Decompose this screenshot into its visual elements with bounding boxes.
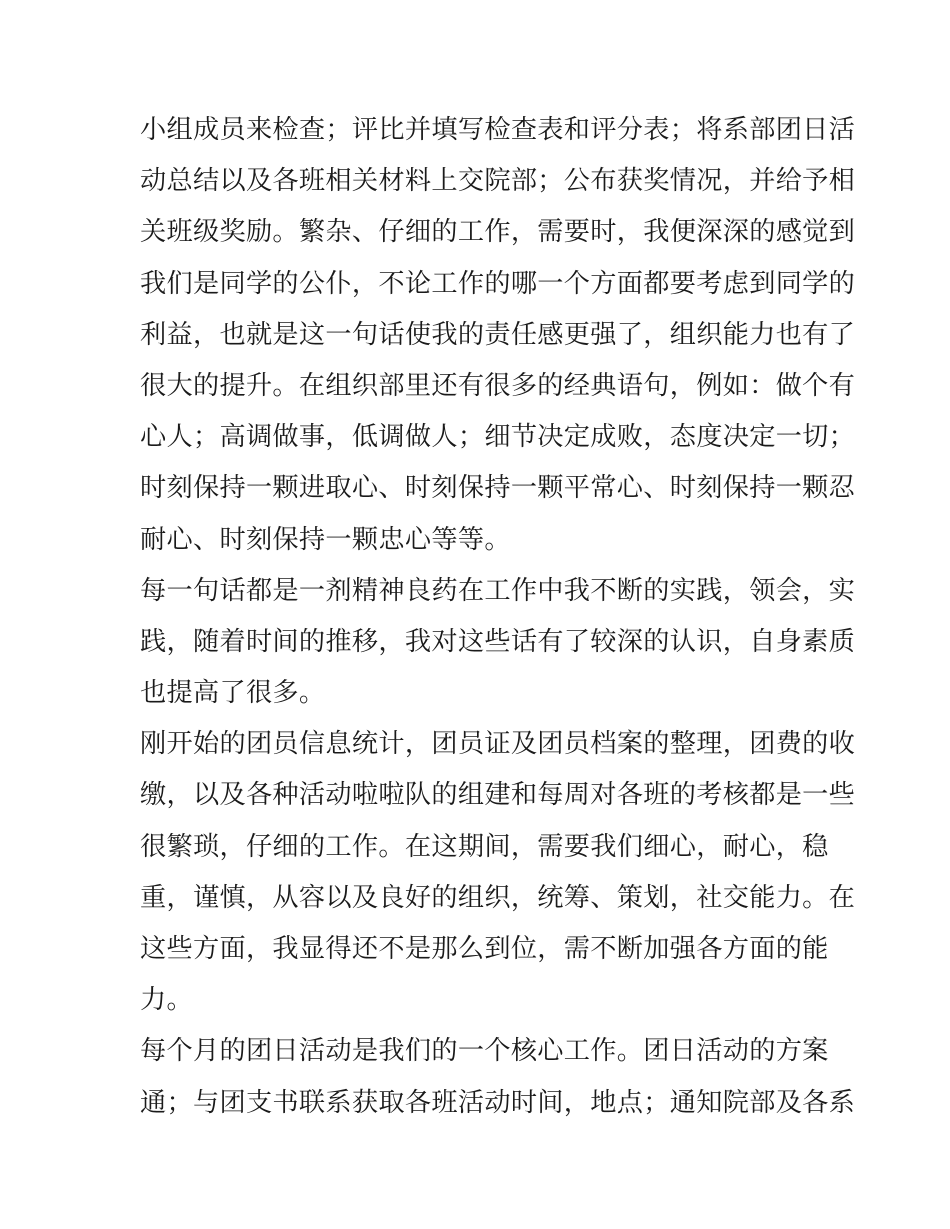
text-line: 小组成员来检查；评比并填写检查表和评分表；将系部团日活 [140,115,856,145]
text-line: 通；与团支书联系获取各班活动时间，地点；通知院部及各系 [140,1087,856,1118]
text-line: 关班级奖励。繁杂、仔细的工作，需要时，我便深深的感觉到 [140,217,856,248]
text-line: 重，谨慎，从容以及良好的组织，统筹、策划，社交能力。在 [140,882,856,913]
text-line: 践，随着时间的推移，我对这些话有了较深的认识，自身素质 [140,626,856,657]
text-line: 很繁琐，仔细的工作。在这期间，需要我们细心，耐心，稳 [140,831,829,862]
text-line: 动总结以及各班相关材料上交院部；公布获奖情况，并给予相 [140,166,856,197]
text-line: 也提高了很多。 [140,678,326,709]
text-line: 缴，以及各种活动啦啦队的组建和每周对各班的考核都是一些 [140,780,856,811]
text-line: 我们是同学的公仆，不论工作的哪一个方面都要考虑到同学的 [140,268,856,299]
text-line: 每个月的团日活动是我们的一个核心工作。团日活动的方案 [140,1036,829,1067]
text-line: 心人；高调做事，低调做人；细节决定成败，态度决定一切； [140,422,856,453]
text-line: 耐心、时刻保持一颗忠心等等。 [140,524,511,555]
text-line: 很大的提升。在组织部里还有很多的经典语句，例如：做个有 [140,370,856,401]
text-line: 力。 [140,985,193,1016]
text-line: 时刻保持一颗进取心、时刻保持一颗平常心、时刻保持一颗忍 [140,473,856,504]
text-line: 利益，也就是这一句话使我的责任感更强了，组织能力也有了 [140,319,856,350]
text-line: 刚开始的团员信息统计，团员证及团员档案的整理，团费的收 [140,729,856,760]
document-body-text [140,105,856,1129]
text-line: 这些方面，我显得还不是那么到位，需不断加强各方面的能 [140,934,829,964]
text-line: 每一句话都是一剂精神良药在工作中我不断的实践，领会，实 [140,575,856,606]
